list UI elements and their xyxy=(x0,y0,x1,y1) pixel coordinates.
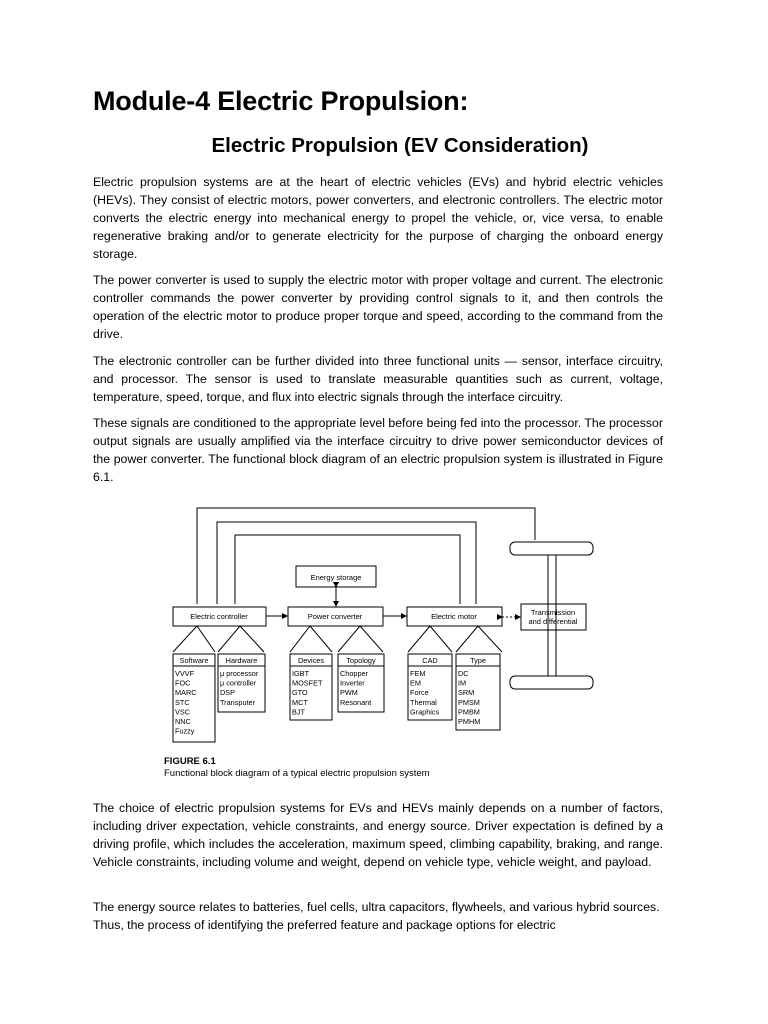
sub-box-item: Resonant xyxy=(340,697,372,707)
figure-caption: Functional block diagram of a typical electric propulsion system xyxy=(164,768,430,779)
sub-box-item: MCT xyxy=(292,697,308,707)
sub-box-item: VSC xyxy=(175,707,191,717)
sub-box-item: Graphics xyxy=(410,707,440,717)
sub-box-item: NNC xyxy=(175,717,191,726)
sub-box-item: Force xyxy=(410,688,429,698)
sub-box-header: Hardware xyxy=(225,656,258,665)
sub-box-item: Transputer xyxy=(220,697,256,707)
transmission-label: Transmission xyxy=(530,608,576,617)
electric-motor-label: Electric motor xyxy=(431,612,477,621)
sub-box-item: DSP xyxy=(220,688,236,698)
block-diagram xyxy=(160,500,600,790)
sub-box-item: μ processor xyxy=(220,669,259,678)
section-subtitle: Electric Propulsion (EV Consideration) xyxy=(211,134,589,157)
wheel xyxy=(510,676,593,689)
sub-box-header: CAD xyxy=(422,656,438,665)
sub-box-item: MOSFET xyxy=(292,678,323,688)
paragraph: The power converter is used to supply the electric motor with proper voltage and current. The electronic controller commands the power converter by providing control signals to it, and then controls the operation of the electric motor to produce proper torque and speed, according to the command from the drive. xyxy=(93,273,663,341)
block-diagram-figure xyxy=(160,500,600,790)
sub-box-item: IM xyxy=(458,678,467,688)
sub-box-item: PMSM xyxy=(458,697,480,707)
sub-box-item: MARC xyxy=(175,688,197,698)
sub-box-item: IGBT xyxy=(292,669,310,678)
sub-box-header: Devices xyxy=(298,656,324,665)
figure-label: FIGURE 6.1 xyxy=(164,756,216,767)
wheel xyxy=(510,542,593,555)
sub-box-item: FOC xyxy=(175,678,191,688)
energy-storage-label: Energy storage xyxy=(310,573,362,582)
power-converter-label: Power converter xyxy=(307,612,363,621)
sub-box-item: Chopper xyxy=(340,669,368,678)
sub-box-item: FEM xyxy=(410,669,426,678)
differential-label: and differential xyxy=(528,617,578,626)
paragraph: The electronic controller can be further divided into three functional units — sensor, interface circuitry, and processor. The sensor is used to translate measurable quantities such as current, voltage, temperature, speed, torque, and flux into electric signals through the interface circuitry. xyxy=(93,354,663,404)
paragraph: Electric propulsion systems are at the heart of electric vehicles (EVs) and hybrid electric vehicles (HEVs). They consist of electric motors, power converters, and electronic controllers. The electric motor converts the electric energy into mechanical energy to propel the vehicle, or, vice versa, to enable regenerative braking and/or to generate electricity for the purpose of charging the onboard energy storage. xyxy=(93,175,663,261)
sub-box-item: DC xyxy=(458,669,469,678)
sub-box-header: Software xyxy=(179,656,209,665)
sub-box-item: EM xyxy=(410,678,421,688)
sub-box-header: Type xyxy=(470,656,486,665)
electric-controller-label: Electric controller xyxy=(190,612,248,621)
page-title: Module-4 Electric Propulsion: xyxy=(93,86,469,116)
sub-box-item: μ controller xyxy=(220,678,257,688)
feedback-line xyxy=(235,535,460,604)
paragraph: The choice of electric propulsion systems for EVs and HEVs mainly depends on a number of factors, including driver expectation, vehicle constraints, and energy source. Driver expectation is defined by a driving profile, which includes the acceleration, maximum speed, climbing capability, braking, and range. Vehicle constraints, including volume and weight, depend on vehicle type, vehicle weight, and payload. xyxy=(93,801,663,869)
sub-box-item: SRM xyxy=(458,688,475,698)
sub-box-item: Inverter xyxy=(340,678,365,688)
sub-box-item: PMHM xyxy=(458,717,481,726)
sub-box-item: PMBM xyxy=(458,707,480,717)
sub-box-header: Topology xyxy=(346,656,376,665)
sub-box-item: BJT xyxy=(292,707,305,717)
paragraph: These signals are conditioned to the appropriate level before being fed into the processor. The processor output signals are usually amplified via the interface circuitry to drive power semiconductor devices of the power converter. The functional block diagram of an electric propulsion system is illustrated in Figure 6.1. xyxy=(93,416,663,484)
sub-box-item: GTO xyxy=(292,688,308,698)
sub-box-item: PWM xyxy=(340,688,358,698)
sub-box-item: STC xyxy=(175,697,190,707)
paragraph: The energy source relates to batteries, fuel cells, ultra capacitors, flywheels, and various hybrid sources. Thus, the process of identifying the preferred feature and package options for electric xyxy=(93,900,660,932)
sub-box-item: Thermal xyxy=(410,697,437,707)
feedback-line xyxy=(217,522,476,604)
sub-box-item: Fuzzy xyxy=(175,726,195,736)
sub-box-item: VVVF xyxy=(175,669,195,678)
